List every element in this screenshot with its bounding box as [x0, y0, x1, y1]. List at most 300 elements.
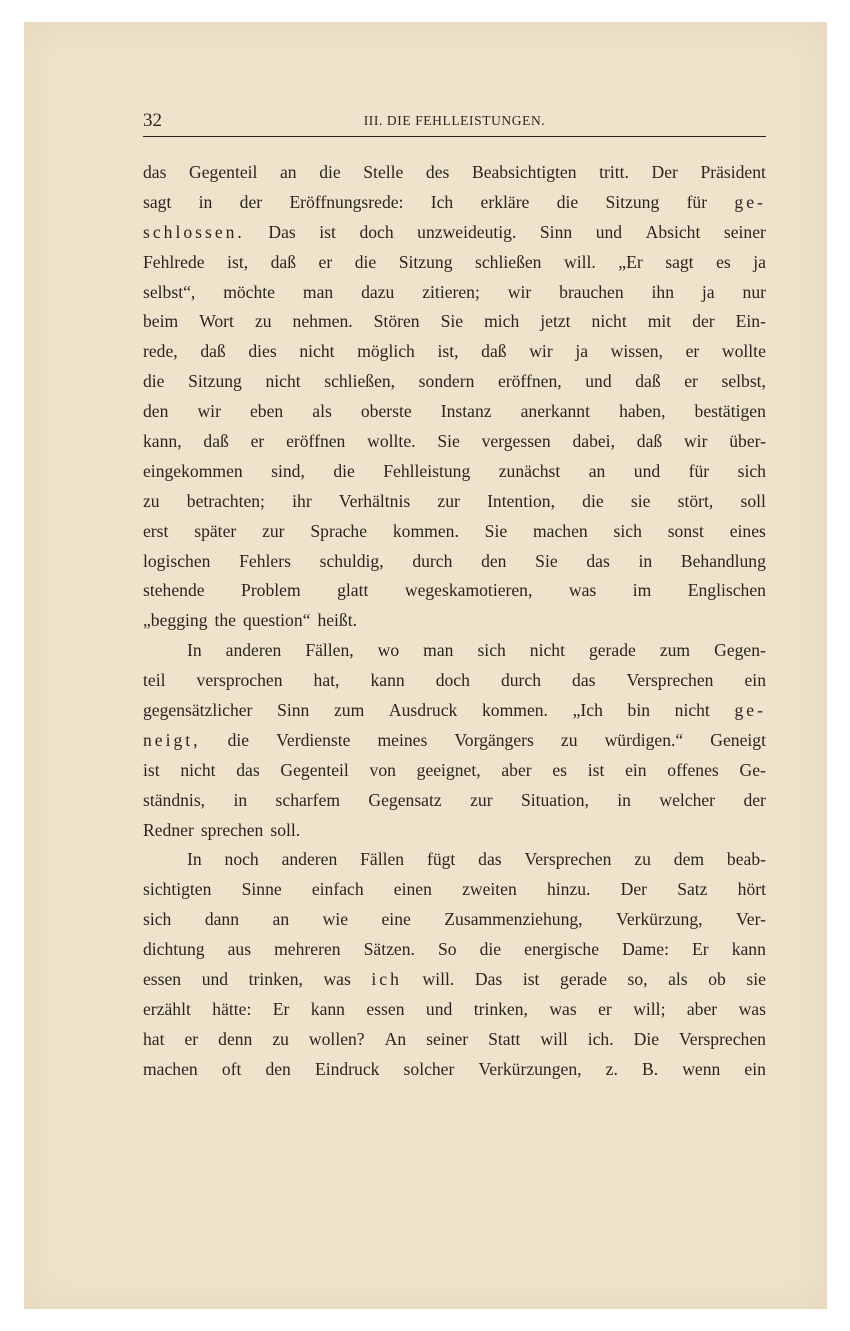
word: die — [333, 460, 355, 481]
word: was — [549, 998, 577, 1019]
word: versprochen — [196, 670, 283, 691]
word: Statt — [488, 1028, 521, 1049]
text-line — [143, 1055, 766, 1085]
text-line — [143, 188, 766, 218]
word: nur — [742, 281, 766, 302]
text-line — [143, 218, 766, 248]
word: dann — [204, 909, 240, 930]
word: Ge- — [739, 759, 766, 780]
word: oberste — [360, 401, 412, 422]
running-head: III. DIE FEHLLEISTUNGEN. — [363, 113, 546, 128]
text-line — [143, 1025, 766, 1055]
word: seiner — [723, 221, 766, 242]
word: meines — [377, 729, 428, 750]
word: stört, — [677, 490, 714, 511]
word: für — [688, 460, 710, 481]
text-line — [143, 367, 766, 397]
word: doch — [435, 670, 470, 691]
word: ge- — [734, 191, 766, 212]
word: Behandlung — [680, 550, 766, 571]
word: Verhältnis — [338, 490, 411, 511]
word: dies — [248, 341, 277, 362]
word: eine — [381, 909, 411, 930]
word: zunächst — [498, 460, 561, 481]
word: Sinn — [539, 221, 573, 242]
word: anderen — [225, 640, 282, 661]
word: Gegenteil — [189, 162, 258, 182]
word: Versprechen — [524, 849, 612, 870]
word: neigt, — [143, 729, 201, 750]
word: Intention, — [487, 490, 555, 511]
word: den — [481, 550, 507, 571]
word: schließen — [475, 251, 542, 272]
word: nehmen. — [292, 311, 353, 332]
word: im — [632, 580, 652, 601]
word: möchte — [223, 281, 275, 302]
text-line — [143, 606, 766, 636]
word: sich — [737, 460, 766, 481]
word: Absicht — [645, 221, 701, 242]
word: zitieren; — [422, 281, 480, 302]
word: Instanz — [440, 401, 492, 422]
word: rede, — [143, 341, 178, 362]
word: teil — [143, 670, 166, 691]
word: später — [194, 520, 237, 541]
word: wir — [197, 401, 221, 422]
word: die — [582, 490, 604, 511]
word: Das — [474, 969, 503, 990]
text-line — [143, 158, 766, 188]
word: kann — [310, 998, 345, 1019]
word: in — [198, 191, 213, 212]
word: ein — [744, 670, 766, 691]
word: daß — [635, 371, 661, 392]
word: einfach — [311, 879, 364, 900]
word: Sie — [484, 520, 508, 541]
word: energische — [524, 939, 600, 960]
word: Ausdruck — [388, 700, 458, 721]
word: Versprechen — [679, 1028, 766, 1049]
word: soll. — [270, 819, 301, 840]
word: hört — [737, 879, 766, 900]
text-line — [143, 965, 766, 995]
word: durch — [500, 670, 541, 691]
body-text — [143, 158, 766, 1085]
text-line — [143, 845, 766, 875]
word: daß — [200, 341, 226, 362]
text-line — [143, 935, 766, 965]
word: zur — [470, 789, 493, 810]
word: „Er — [618, 251, 643, 272]
word: ja — [753, 251, 766, 272]
word: machen — [532, 520, 588, 541]
word: oft — [221, 1058, 242, 1079]
word: der — [743, 789, 766, 810]
word: trinken, — [248, 969, 303, 990]
word: zur — [437, 490, 460, 511]
word: und — [201, 969, 229, 990]
word: Ein- — [735, 311, 766, 332]
word: Sitzung — [398, 251, 453, 272]
word: kann, — [143, 431, 182, 452]
word: Zusammenziehung, — [444, 909, 583, 930]
word: Er — [272, 998, 290, 1019]
word: eingekommen — [143, 460, 243, 481]
word: Sie — [535, 550, 558, 571]
word: Dame: — [622, 939, 669, 960]
word: und — [585, 371, 612, 392]
text-line — [143, 816, 766, 846]
word: Er — [692, 939, 709, 960]
word: Verkürzungen, — [478, 1058, 582, 1079]
word: will. — [564, 251, 596, 272]
word: sich — [477, 640, 506, 661]
word: Redner — [143, 819, 194, 840]
word: Ver- — [736, 909, 766, 930]
word: Sie — [440, 311, 464, 332]
word: Sinne — [241, 879, 282, 900]
word: aber — [501, 759, 532, 780]
word: die — [143, 371, 165, 392]
word: Sitzung — [605, 191, 660, 212]
word: das — [143, 162, 167, 182]
word: er — [250, 431, 265, 452]
word: Gegen- — [714, 640, 766, 661]
word: ein — [625, 759, 647, 780]
word: Der — [620, 879, 648, 900]
word: von — [369, 759, 396, 780]
word: Der — [651, 162, 678, 182]
word: Ich — [430, 191, 454, 212]
word: gegensätzlicher — [143, 700, 253, 721]
word: betrachten; — [186, 490, 265, 511]
text-line — [143, 576, 766, 606]
word: beab- — [726, 849, 766, 870]
word: Vorgängers — [454, 729, 534, 750]
word: geeignet, — [416, 759, 481, 780]
word: in — [233, 789, 248, 810]
word: zu — [143, 490, 160, 511]
word: und — [425, 998, 453, 1019]
word: die — [479, 939, 502, 960]
page-header — [143, 108, 766, 137]
word: nicht — [674, 700, 710, 721]
word: heißt. — [317, 610, 358, 631]
word: brauchen — [559, 281, 624, 302]
word: was — [323, 969, 351, 990]
word: Sprache — [310, 520, 368, 541]
word: Wort — [199, 311, 234, 332]
word: essen — [143, 969, 182, 990]
word: Das — [268, 221, 296, 242]
word: ist, — [227, 251, 249, 272]
word: aber — [686, 998, 718, 1019]
text-line — [143, 427, 766, 457]
word: ob — [708, 969, 726, 990]
word: Geneigt — [710, 729, 766, 750]
word: wir — [529, 341, 553, 362]
word: ist, — [437, 341, 459, 362]
word: „begging — [143, 610, 208, 631]
word: einen — [393, 879, 432, 900]
word: wollte — [721, 341, 766, 362]
text-line — [143, 397, 766, 427]
text-line — [143, 517, 766, 547]
word: möglich — [357, 341, 415, 362]
text-line — [143, 995, 766, 1025]
word: bestätigen — [694, 401, 766, 422]
word: unzweideutig. — [417, 221, 517, 242]
word: tritt. — [599, 162, 629, 182]
word: zu — [560, 729, 578, 750]
word: bin — [627, 700, 650, 721]
word: er — [685, 341, 700, 362]
word: hätte: — [212, 998, 252, 1019]
word: über- — [729, 431, 766, 452]
word: Präsident — [700, 162, 766, 182]
word: hinzu. — [546, 879, 591, 900]
word: würdigen.“ — [604, 729, 684, 750]
word: Verkürzung, — [616, 909, 703, 930]
word: wissen, — [610, 341, 663, 362]
word: machen — [143, 1058, 198, 1079]
text-line — [143, 786, 766, 816]
word: daß — [270, 251, 297, 272]
word: dabei, — [572, 431, 615, 452]
word: ja — [701, 281, 715, 302]
page-number: 32 — [143, 110, 162, 131]
word: wollte. — [367, 431, 416, 452]
word: Fällen, — [305, 640, 354, 661]
word: und — [633, 460, 661, 481]
word: Beabsichtigten — [471, 162, 577, 182]
word: selbst“, — [143, 281, 196, 302]
word: zu — [634, 849, 651, 870]
word: was — [738, 998, 766, 1019]
text-line — [143, 337, 766, 367]
word: ist — [587, 759, 605, 780]
word: hat — [143, 1028, 165, 1049]
word: Stören — [373, 311, 420, 332]
text-line — [143, 487, 766, 517]
word: eines — [729, 520, 766, 541]
word: an — [588, 460, 606, 481]
word: Fällen — [360, 849, 405, 870]
word: ge- — [734, 700, 766, 721]
word: sagt — [665, 251, 694, 272]
word: mich — [484, 311, 520, 332]
word: er — [598, 998, 612, 1019]
word: nicht — [529, 640, 565, 661]
word: scharfem — [275, 789, 341, 810]
word: der — [692, 311, 715, 332]
text-line — [143, 696, 766, 726]
word: kann — [370, 670, 405, 691]
word: sind, — [271, 460, 305, 481]
word: wo — [377, 640, 400, 661]
word: Eröffnungsrede: — [289, 191, 404, 212]
word: Verdienste — [276, 729, 351, 750]
word: schuldig, — [319, 550, 384, 571]
word: Eindruck — [314, 1058, 380, 1079]
word: solcher — [403, 1058, 455, 1079]
word: sie — [746, 969, 766, 990]
word: erzählt — [143, 998, 191, 1019]
word: wollen? — [308, 1028, 365, 1049]
word: kommen. — [481, 700, 548, 721]
word: eröffnen, — [497, 371, 562, 392]
text-line — [143, 457, 766, 487]
word: hat, — [313, 670, 340, 691]
word: will; — [633, 998, 666, 1019]
word: es — [552, 759, 568, 780]
word: wir — [683, 431, 708, 452]
word: stehende — [143, 580, 205, 601]
word: schlossen. — [143, 221, 245, 242]
word: Versprechen — [626, 670, 714, 691]
word: den — [143, 401, 169, 422]
word: zu — [254, 311, 272, 332]
word: mit — [647, 311, 672, 332]
word: mehreren — [274, 939, 341, 960]
text-line — [143, 756, 766, 786]
word: in — [617, 789, 631, 810]
word: Sinn — [277, 700, 310, 721]
word: wegeskamotieren, — [404, 580, 533, 601]
word: wenn — [682, 1058, 721, 1079]
word: das — [572, 670, 596, 691]
word: An — [384, 1028, 407, 1049]
word: der — [239, 191, 263, 212]
word: nicht — [591, 311, 627, 332]
word: in — [638, 550, 653, 571]
word: trinken, — [473, 998, 528, 1019]
word: gerade — [560, 969, 607, 990]
word: vergessen — [481, 431, 551, 452]
word: kommen. — [392, 520, 459, 541]
word: die — [354, 251, 377, 272]
word: In — [187, 640, 202, 661]
word: welcher — [659, 789, 716, 810]
word: ich — [371, 969, 402, 990]
word: erkläre — [480, 191, 530, 212]
word: seiner — [426, 1028, 469, 1049]
word: das — [586, 550, 610, 571]
text-line — [143, 636, 766, 666]
word: für — [686, 191, 708, 212]
word: zum — [659, 640, 691, 661]
text-line — [143, 666, 766, 696]
text-line — [143, 726, 766, 756]
word: was — [568, 580, 597, 601]
word: Satz — [677, 879, 708, 900]
word: den — [265, 1058, 291, 1079]
word: Fehlers — [239, 550, 291, 571]
word: dichtung — [143, 939, 205, 960]
word: logischen — [143, 550, 211, 571]
word: zweiten — [462, 879, 517, 900]
word: zu — [272, 1028, 289, 1049]
word: jetzt — [540, 311, 571, 332]
word: noch — [224, 849, 259, 870]
word: man — [302, 281, 334, 302]
text-line — [143, 307, 766, 337]
word: ist — [522, 969, 540, 990]
word: will — [540, 1028, 568, 1049]
word: Stelle — [363, 162, 404, 182]
text-line — [143, 905, 766, 935]
word: sichtigten — [143, 879, 212, 900]
word: essen — [366, 998, 405, 1019]
word: ist — [319, 221, 336, 242]
word: es — [716, 251, 731, 272]
word: aus — [227, 939, 252, 960]
word: will. — [422, 969, 455, 990]
word: Fehlleistung — [383, 460, 471, 481]
word: das — [478, 849, 502, 870]
word: so, — [627, 969, 648, 990]
word: an — [280, 162, 297, 182]
word: z. — [605, 1058, 618, 1079]
word: beim — [143, 311, 179, 332]
word: ein — [744, 1058, 766, 1079]
word: selbst, — [721, 371, 766, 392]
word: als — [668, 969, 688, 990]
word: man — [423, 640, 454, 661]
word: ich. — [587, 1028, 614, 1049]
word: „Ich — [572, 700, 603, 721]
word: er — [684, 371, 698, 392]
word: Gegenteil — [280, 759, 349, 780]
word: erst — [143, 520, 169, 541]
text-line — [143, 875, 766, 905]
word: des — [425, 162, 450, 182]
word: daß — [481, 341, 507, 362]
word: Fehlrede — [143, 251, 205, 272]
word: die — [556, 191, 579, 212]
word: question“ — [243, 610, 311, 631]
word: glatt — [337, 580, 369, 601]
word: haben, — [619, 401, 666, 422]
word: gerade — [588, 640, 636, 661]
word: eröffnen — [286, 431, 346, 452]
word: ja — [575, 341, 589, 362]
word: sie — [630, 490, 651, 511]
word: sonst — [667, 520, 704, 541]
word: fügt — [426, 849, 456, 870]
word: sondern — [418, 371, 475, 392]
word: schließen, — [324, 371, 396, 392]
word: soll — [740, 490, 766, 511]
word: anderen — [281, 849, 338, 870]
word: ist — [143, 759, 160, 780]
word: daß — [203, 431, 229, 452]
word: als — [312, 401, 332, 422]
word: eben — [249, 401, 284, 422]
word: Sätzen. — [363, 939, 415, 960]
word: Situation, — [520, 789, 589, 810]
word: sprechen — [200, 819, 264, 840]
word: und — [595, 221, 623, 242]
word: nicht — [265, 371, 301, 392]
word: B. — [641, 1058, 659, 1079]
word: dazu — [361, 281, 395, 302]
word: Die — [633, 1028, 660, 1049]
word: Sitzung — [188, 371, 242, 392]
word: offenes — [667, 759, 719, 780]
word: wie — [322, 909, 349, 930]
word: sagt — [143, 191, 172, 212]
